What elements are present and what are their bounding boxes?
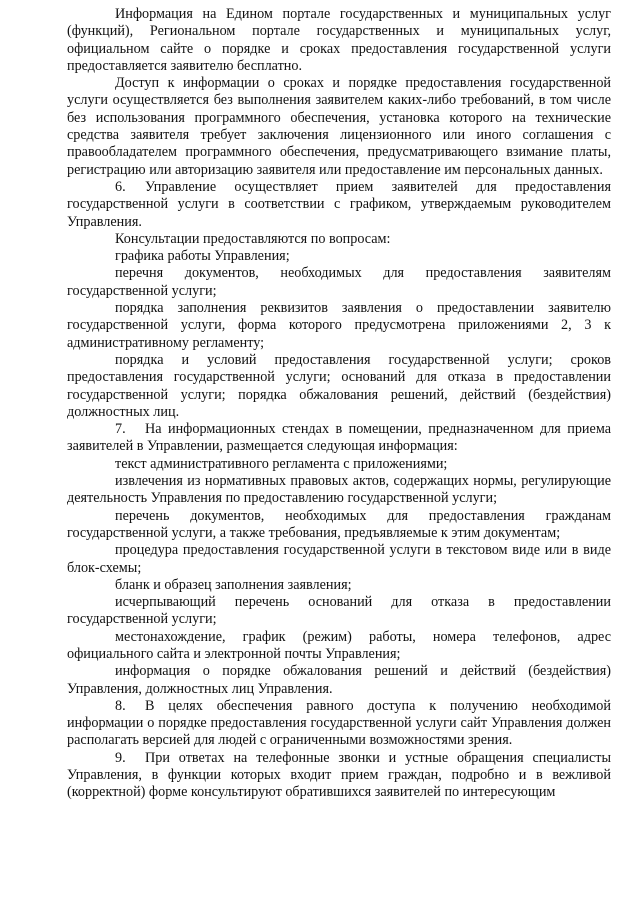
numbered-paragraph: [67, 179, 611, 231]
paragraph-number: 9.: [115, 749, 126, 766]
list-item: [67, 473, 611, 508]
list-item: [67, 456, 611, 473]
paragraph-number: 8.: [115, 697, 126, 714]
numbered-paragraph: [67, 750, 611, 802]
list-item: [67, 508, 611, 543]
paragraph-number: 6.: [115, 178, 126, 195]
paragraph-text: В целях обеспечения равного доступа к получению необходимой информации о порядке предоставления государственной услуги сайт Управления должен располагать версией для людей с ограниченными возможностями зрения.: [67, 697, 611, 749]
paragraph-text: перечня документов, необходимых для предоставления заявителям государственной услуги;: [67, 265, 611, 299]
paragraph-text: местонахождение, график (режим) работы, номера телефонов, адрес официального сайта и электронной почты Управления;: [67, 628, 611, 662]
paragraph-text: бланк и образец заполнения заявления;: [115, 576, 352, 593]
list-item: [67, 300, 611, 352]
list-item: [67, 248, 611, 265]
list-item: [67, 542, 611, 577]
paragraph: [67, 231, 611, 248]
paragraph-text: Информация на Едином портале государственных и муниципальных услуг (функций), Региональном портале государственных и муниципальных услуг, официальном сайте о порядке и сроках предоставления государственной услуги предоставляется заявителю бесплатно.: [67, 6, 611, 74]
paragraph: [67, 6, 611, 75]
list-item: [67, 352, 611, 421]
list-item: [67, 594, 611, 629]
paragraph-text: графика работы Управления;: [115, 248, 290, 265]
paragraph-text: Управление осуществляет прием заявителей для предоставления государственной услуги в соответствии с графиком, утверждаемым руководителем Управления.: [67, 178, 611, 230]
document-page: [67, 6, 611, 802]
numbered-paragraph: [67, 421, 611, 456]
paragraph-text: исчерпывающий перечень оснований для отказа в предоставлении государственной услуги;: [67, 594, 611, 628]
numbered-paragraph: [67, 698, 611, 750]
paragraph: [67, 75, 611, 179]
paragraph-text: На информационных стендах в помещении, предназначенном для приема заявителей в Управлении, размещается следующая информация:: [67, 421, 611, 455]
list-item: [67, 577, 611, 594]
paragraph-text: При ответах на телефонные звонки и устные обращения специалисты Управления, в функции которых входит прием граждан, подробно и в вежливой (корректной) форме консультируют обратившихся заявителей по интересующим: [67, 749, 611, 801]
list-item: [67, 629, 611, 664]
list-item: [67, 265, 611, 300]
list-item: [67, 663, 611, 698]
paragraph-text: текст административного регламента с приложениями;: [115, 455, 448, 472]
paragraph-text: извлечения из нормативных правовых актов, содержащих нормы, регулирующие деятельность Управления по предоставлению государственной услуги;: [67, 473, 611, 507]
paragraph-number: 7.: [115, 421, 126, 438]
paragraph-text: информация о порядке обжалования решений и действий (бездействия) Управления, должностных лиц Управления.: [67, 663, 611, 697]
paragraph-text: Доступ к информации о сроках и порядке предоставления государственной услуги осуществляется без выполнения заявителем каких-либо требований, в том числе без использования программного обеспечения, установка которого на технические средства заявителя требует заключения лицензионного или иного соглашения с правообладателем программного обеспечения, предусматривающего взимание платы, регистрацию или авторизацию заявителя или предоставление им персональных данных.: [67, 75, 611, 178]
paragraph-text: перечень документов, необходимых для предоставления гражданам государственной услуги, а также требования, предъявляемые к этим документам;: [67, 507, 611, 541]
paragraph-text: процедура предоставления государственной услуги в текстовом виде или в виде блок-схемы;: [67, 542, 611, 576]
paragraph-text: порядка заполнения реквизитов заявления о предоставлении заявителю государственной услуги, форма которого предусмотрена приложениями 2, 3 к административному регламенту;: [67, 300, 611, 351]
paragraph-text: порядка и условий предоставления государственной услуги; сроков предоставления государственной услуги; оснований для отказа в предоставлении государственной услуги; порядка обжалования решений, действий (бездействия) должностных лиц.: [67, 351, 611, 420]
paragraph-text: Консультации предоставляются по вопросам:: [115, 230, 391, 247]
